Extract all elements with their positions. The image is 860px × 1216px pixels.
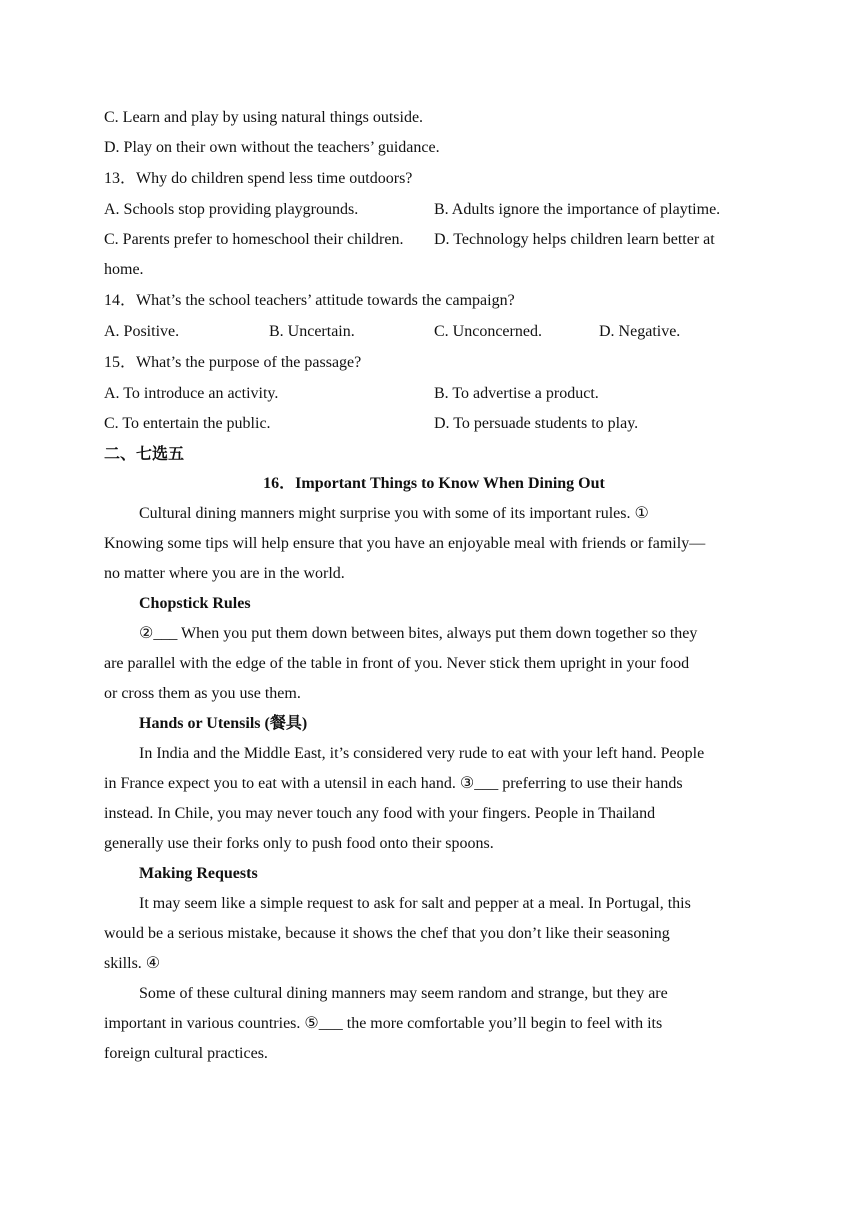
chopstick-line-2: are parallel with the edge of the table in front of you. Never stick them upright in your food <box>104 655 690 672</box>
closing-line-2: important in various countries. ⑤___ the more comfortable you’ll begin to feel with its <box>104 1015 663 1032</box>
q13-option-b: B. Adults ignore the importance of playtime. <box>434 201 721 218</box>
q15-question: 15．What’s the purpose of the passage? <box>104 354 362 371</box>
requests-line-1: It may seem like a simple request to ask for salt and pepper at a meal. In Portugal, this <box>139 895 691 912</box>
q15-option-d: D. To persuade students to play. <box>434 415 639 432</box>
q13-options-row-1 <box>104 195 764 225</box>
chopstick-line-1: ②___ When you put them down between bites, always put them down together so they <box>139 625 698 642</box>
q15-option-a: A. To introduce an activity. <box>104 385 279 402</box>
closing-line-3: foreign cultural practices. <box>104 1045 268 1062</box>
hands-line-1: In India and the Middle East, it’s considered very rude to eat with your left hand. People <box>139 745 705 762</box>
requests-line-3: skills. ④ <box>104 955 161 972</box>
q15-option-c: C. To entertain the public. <box>104 415 271 432</box>
hands-line-3: instead. In Chile, you may never touch any food with your fingers. People in Thailand <box>104 805 656 822</box>
subheading-hands: Hands or Utensils (餐具) <box>139 715 308 732</box>
passage-title: 16．Important Things to Know When Dining Out <box>263 475 605 492</box>
hands-paragraph <box>104 739 764 859</box>
requests-paragraph <box>104 889 764 979</box>
q13-option-d: D. Technology helps children learn better at <box>434 231 715 248</box>
chopstick-line-3: or cross them as you use them. <box>104 685 301 702</box>
section-heading: 二、七选五 <box>104 444 185 463</box>
subheading-chopstick: Chopstick Rules <box>139 595 251 612</box>
hands-line-2: in France expect you to eat with a utensil in each hand. ③___ preferring to use their hands <box>104 775 683 792</box>
requests-line-2: would be a serious mistake, because it shows the chef that you don’t like their seasoning <box>104 925 670 942</box>
intro-line-3: no matter where you are in the world. <box>104 565 345 582</box>
closing-line-1: Some of these cultural dining manners may seem random and strange, but they are <box>139 985 668 1002</box>
q13-question: 13．Why do children spend less time outdoors? <box>104 170 413 187</box>
closing-paragraph <box>104 979 764 1069</box>
q13-option-a: A. Schools stop providing playgrounds. <box>104 201 359 218</box>
q13-option-c: C. Parents prefer to homeschool their children. <box>104 231 404 248</box>
q14-option-c: C. Unconcerned. <box>434 323 542 340</box>
q12-option-c: C. Learn and play by using natural things outside. <box>104 109 424 126</box>
q12-option-d: D. Play on their own without the teachers’ guidance. <box>104 139 440 156</box>
q14-option-d: D. Negative. <box>599 323 681 340</box>
intro-line-2: Knowing some tips will help ensure that you have an enjoyable meal with friends or family— <box>104 535 706 552</box>
intro-paragraph <box>104 499 764 589</box>
q14-options-row <box>104 317 764 347</box>
hands-line-4: generally use their forks only to push food onto their spoons. <box>104 835 494 852</box>
q15-option-b: B. To advertise a product. <box>434 385 599 402</box>
document-page <box>104 103 764 1069</box>
chopstick-paragraph <box>104 619 764 709</box>
q14-question: 14．What’s the school teachers’ attitude towards the campaign? <box>104 292 515 309</box>
q15-options-row-1 <box>104 379 764 409</box>
q14-option-b: B. Uncertain. <box>269 323 355 340</box>
q13-options-row-2 <box>104 225 764 255</box>
q15-options-row-2 <box>104 409 764 439</box>
q14-option-a: A. Positive. <box>104 323 180 340</box>
intro-line-1: Cultural dining manners might surprise you with some of its important rules. ① <box>139 505 649 522</box>
subheading-requests: Making Requests <box>139 865 258 882</box>
q13-option-d-continued: home. <box>104 261 144 278</box>
